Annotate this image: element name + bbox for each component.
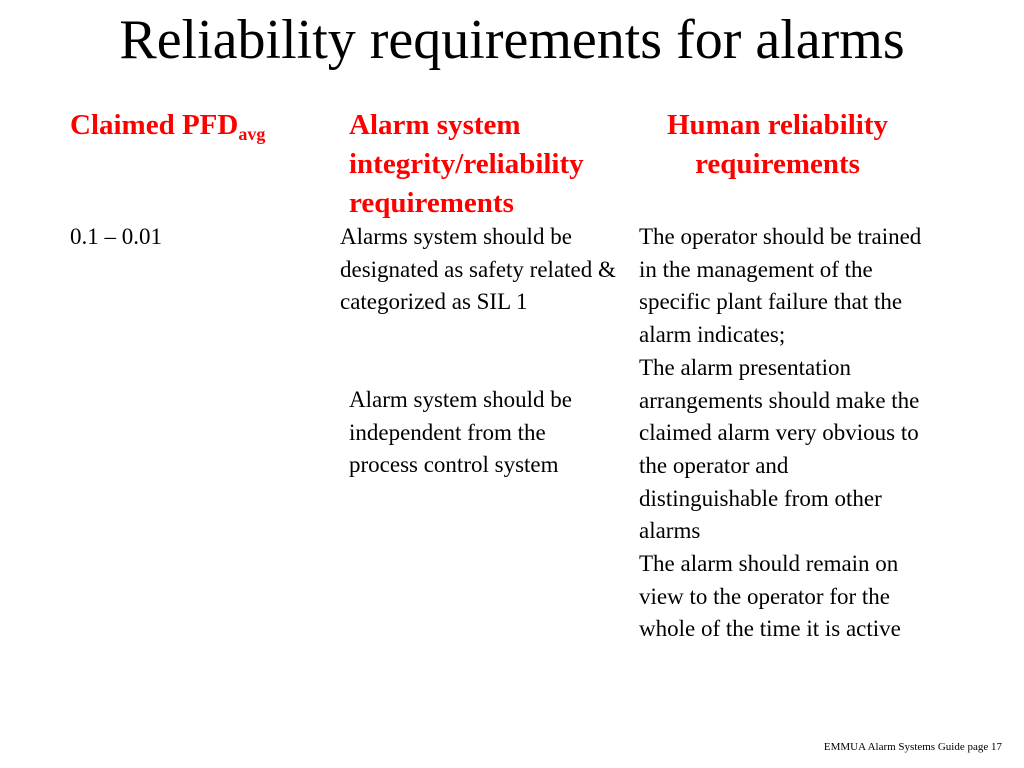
human-requirement-presentation: The alarm presentation arrangements should make the claimed alarm very obvious to the operator and distinguishable from other alarms bbox=[639, 354, 920, 544]
human-requirement-training: The operator should be trained in the management of the specific plant failure that the alarm indicates; bbox=[639, 224, 922, 348]
alarm-requirement-independence: Alarm system should be independent from the process control system bbox=[349, 387, 572, 478]
header-claimed-pfd-subscript: avg bbox=[238, 124, 266, 144]
header-claimed-pfd bbox=[70, 106, 330, 145]
footer-citation: EMMUA Alarm Systems Guide page 17 bbox=[823, 741, 1002, 753]
header-claimed-pfd-label: Claimed PFD bbox=[70, 109, 239, 141]
header-human-reliability-requirements: Human reliability requirements bbox=[666, 109, 888, 180]
header-alarm-system-requirements: Alarm system integrity/reliability requirements bbox=[349, 109, 584, 219]
alarm-requirement-sil: Alarms system should be designated as safety related & categorized as SIL 1 bbox=[340, 224, 616, 315]
slide-title: Reliability requirements for alarms bbox=[119, 9, 905, 71]
pfd-range-cell: 0.1 – 0.01 bbox=[70, 224, 162, 249]
human-requirements-cell bbox=[639, 221, 929, 646]
human-requirement-visibility: The alarm should remain on view to the operator for the whole of the time it is active bbox=[639, 551, 901, 642]
